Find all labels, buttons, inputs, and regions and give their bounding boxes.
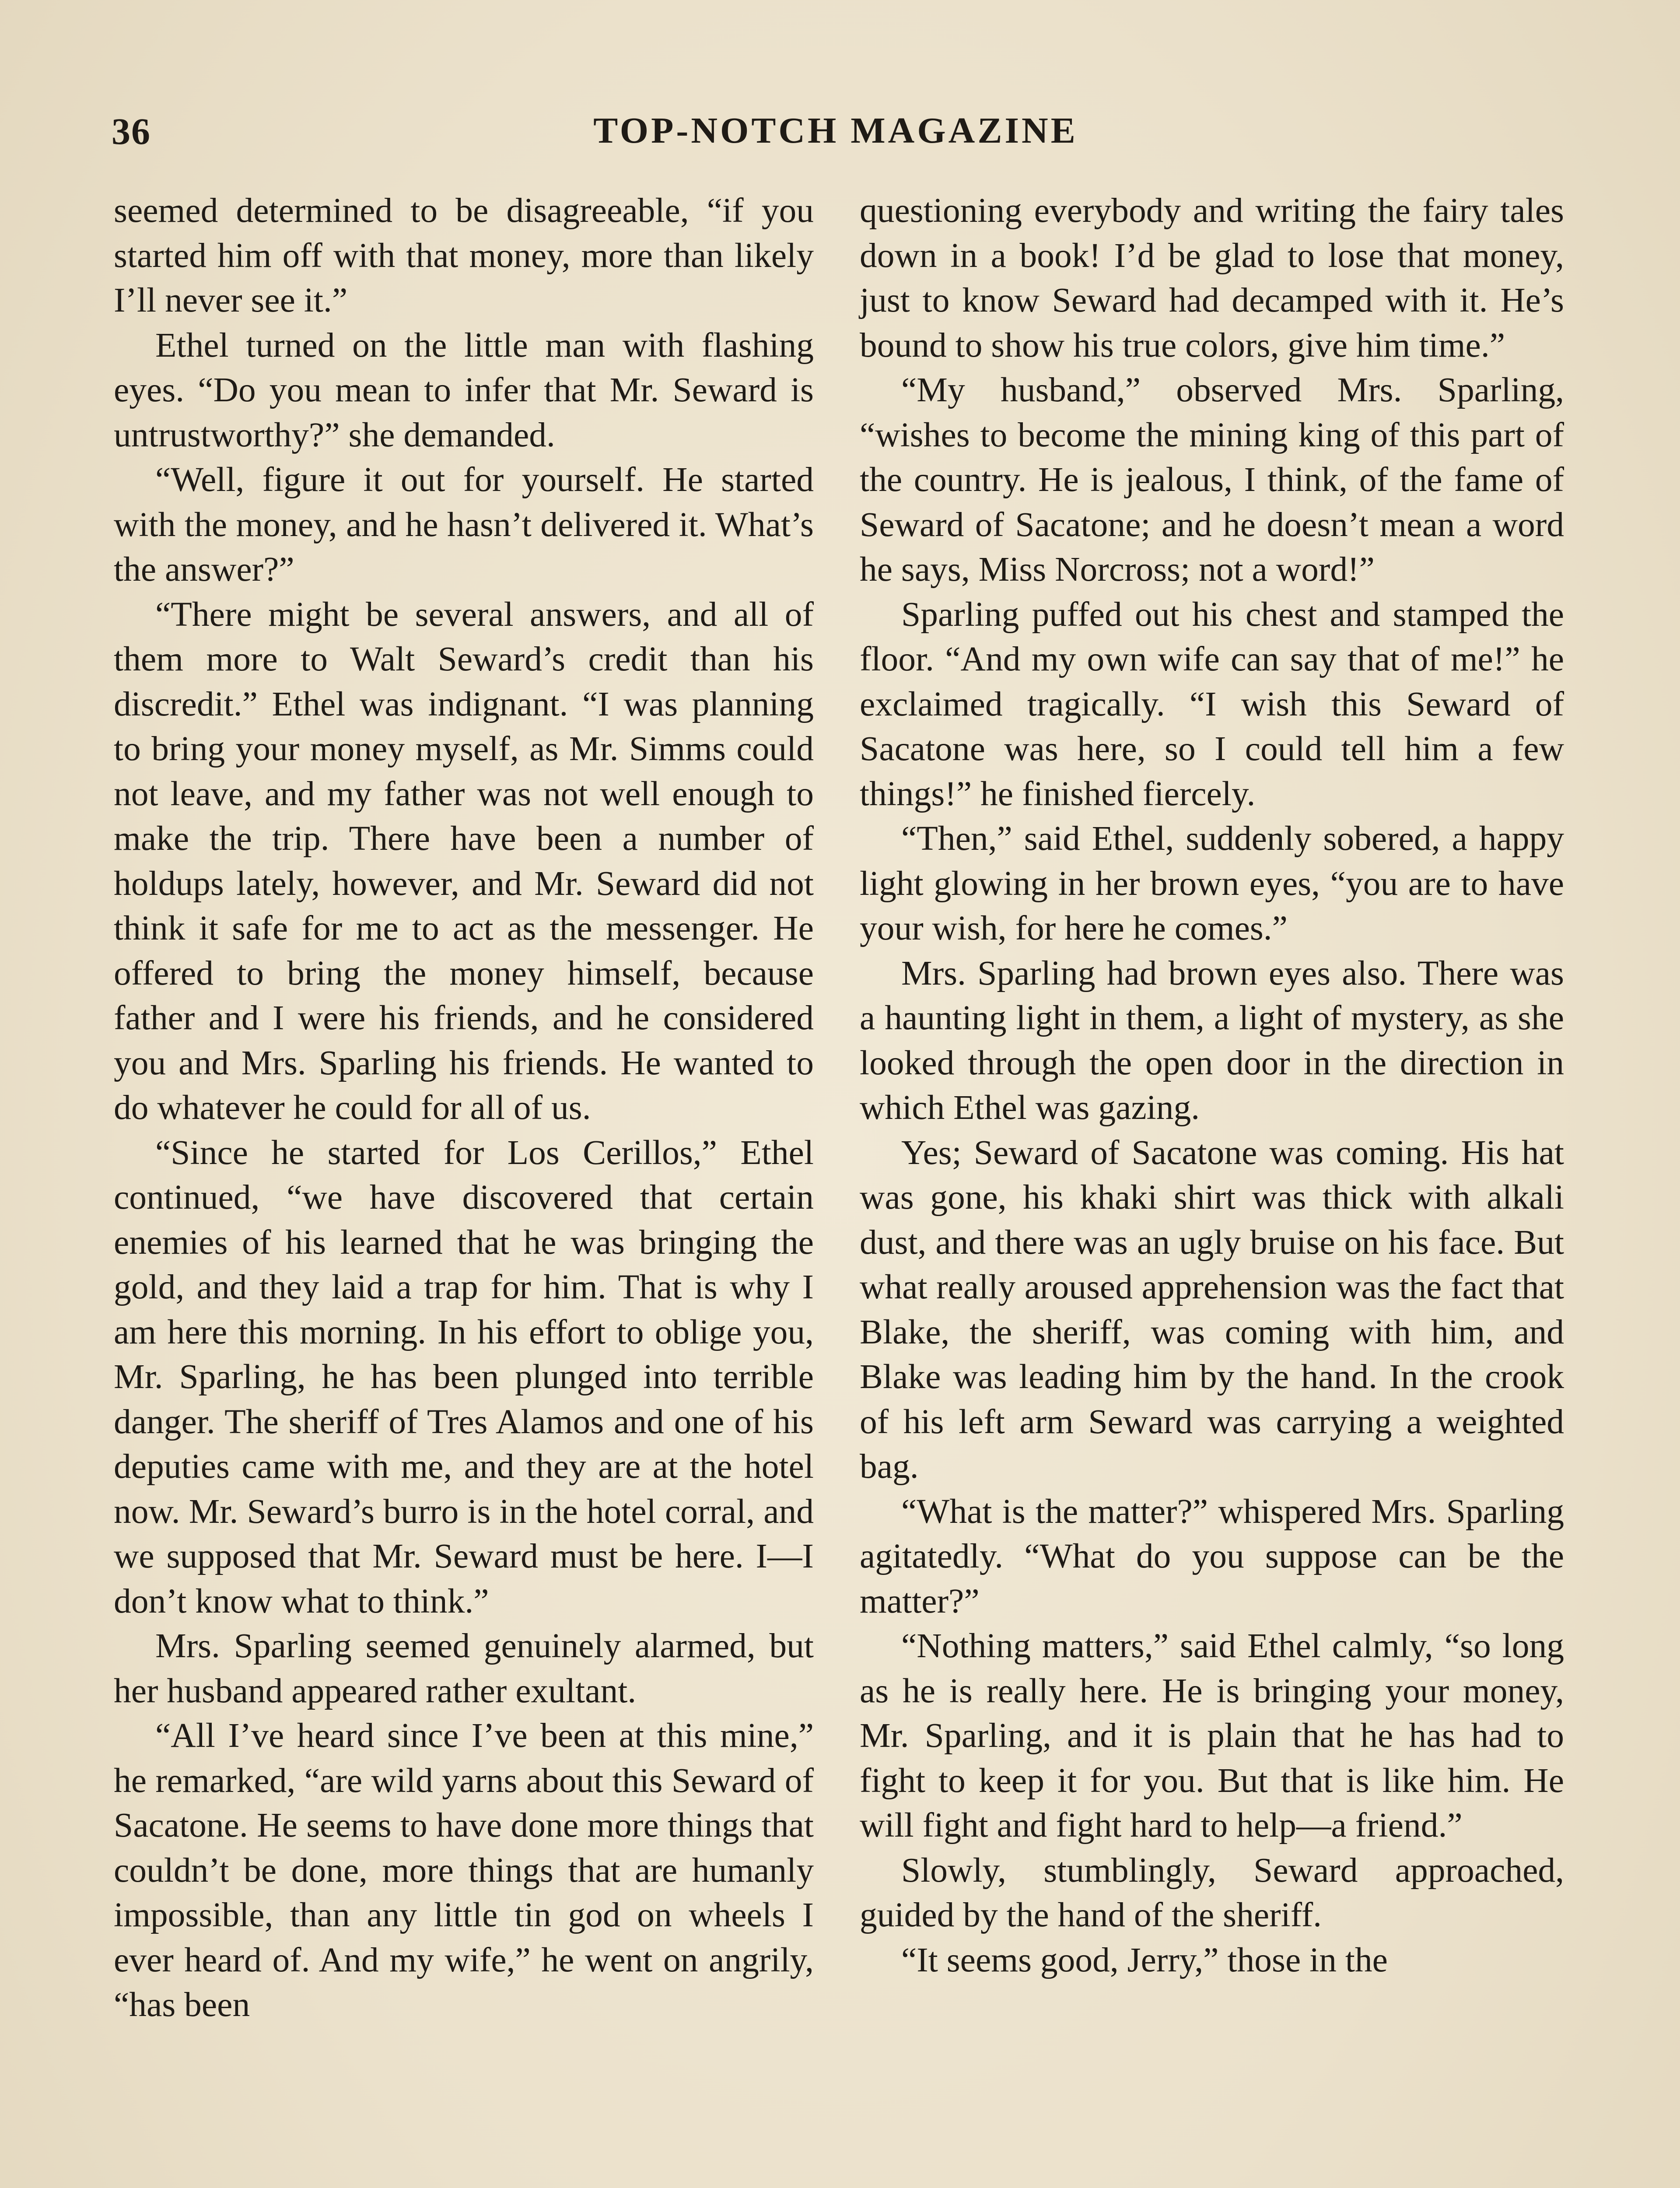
- running-title: TOP-NOTCH MAGAZINE: [593, 110, 1078, 151]
- paragraph: “There might be several answers, and all of them more to Walt Seward’s credit than his discredit.” Ethel was indignant. “I was planning to bring your money myself, as Mr. Simms could not leave, and my father was not well enough to make the trip. There have been a number of holdups lately, however, and Mr. Seward did not think it safe for me to act as the messenger. He offered to bring the money himself, because father and I were his friends, and he considered you and Mrs. Sparling his friends. He wanted to do whatever he could for all of us.: [114, 595, 814, 1127]
- paragraph: “What is the matter?” whispered Mrs. Sparling agitatedly. “What do you suppose can be the matter?”: [860, 1492, 1564, 1620]
- page-header: [112, 109, 1560, 171]
- right-column: [860, 188, 1564, 1982]
- left-column: [114, 188, 814, 2027]
- paragraph: seemed determined to be disagreeable, “if you started him off with that money, more than likely I’ll never see it.”: [114, 191, 814, 319]
- paragraph: Mrs. Sparling seemed genuinely alarmed, but her husband appeared rather exultant.: [114, 1627, 814, 1710]
- paragraph: “Well, figure it out for yourself. He started with the money, and he hasn’t delivered it. What’s the answer?”: [114, 460, 814, 589]
- paragraph: “Since he started for Los Cerillos,” Ethel continued, “we have discovered that certain enemies of his learned that he was bringing the gold, and they laid a trap for him. That is why I am here this morning. In his effort to oblige you, Mr. Sparling, he has been plunged into terrible danger. The sheriff of Tres Alamos and one of his deputies came with me, and they are at the hotel now. Mr. Seward’s burro is in the hotel corral, and we supposed that Mr. Seward must be here. I—I don’t know what to think.”: [114, 1133, 814, 1620]
- page-number: 36: [112, 110, 151, 152]
- paragraph: “Then,” said Ethel, suddenly sobered, a happy light glowing in her brown eyes, “you are to have your wish, for here he comes.”: [860, 819, 1564, 947]
- paragraph: Slowly, stumblingly, Seward approached, guided by the hand of the sheriff.: [860, 1851, 1564, 1934]
- paragraph: Mrs. Sparling had brown eyes also. There was a haunting light in them, a light of mystery, as she looked through the open door in the direction in which Ethel was gazing.: [860, 954, 1564, 1127]
- paragraph: questioning everybody and writing the fairy tales down in a book! I’d be glad to lose that money, just to know Seward had decamped with it. He’s bound to show his true colors, give him time.”: [860, 191, 1564, 365]
- paragraph: “All I’ve heard since I’ve been at this mine,” he remarked, “are wild yarns about this Seward of Sacatone. He seems to have done more things that couldn’t be done, more things that are humanly impossible, than any little tin god on wheels I ever heard of. And my wife,” he went on angrily, “has been: [114, 1716, 814, 2024]
- paragraph: Ethel turned on the little man with flashing eyes. “Do you mean to infer that Mr. Seward is untrustworthy?” she demanded.: [114, 326, 814, 454]
- paragraph: “My husband,” observed Mrs. Sparling, “wishes to become the mining king of this part of the country. He is jealous, I think, of the fame of Seward of Sacatone; and he doesn’t mean a word he says, Miss Norcross; not a word!”: [860, 371, 1564, 589]
- paragraph: “Nothing matters,” said Ethel calmly, “so long as he is really here. He is bringing your money, Mr. Sparling, and it is plain that he has had to fight to keep it for you. But that is like him. He will fight and fight hard to help—a friend.”: [860, 1627, 1564, 1844]
- paragraph: Sparling puffed out his chest and stamped the floor. “And my own wife can say that of me!” he exclaimed tragically. “I wish this Seward of Sacatone was here, so I could tell him a few things!” he finished fiercely.: [860, 595, 1564, 813]
- paragraph: Yes; Seward of Sacatone was coming. His hat was gone, his khaki shirt was thick with alkali dust, and there was an ugly bruise on his face. But what really aroused apprehension was the fact that Blake, the sheriff, was coming with him, and Blake was leading him by the hand. In the crook of his left arm Seward was carrying a weighted bag.: [860, 1133, 1564, 1486]
- paragraph: “It seems good, Jerry,” those in the: [901, 1940, 1388, 1979]
